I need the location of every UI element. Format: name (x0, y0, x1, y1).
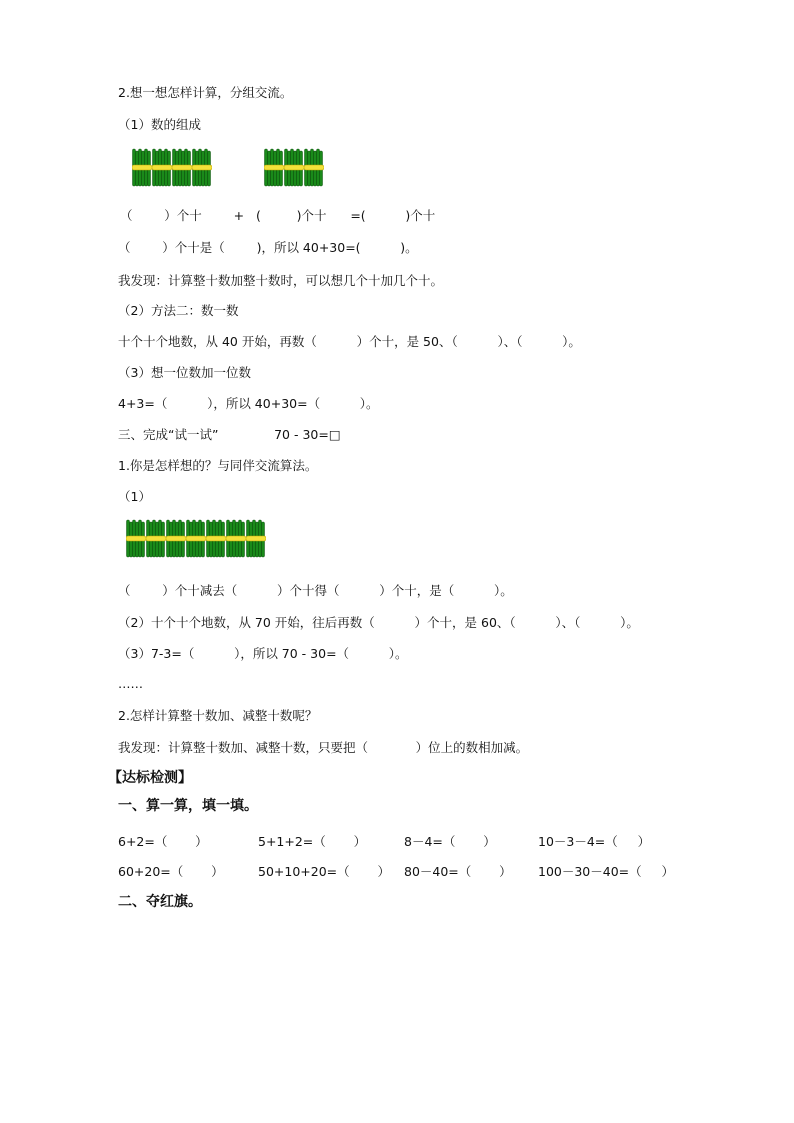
line-subtract-single: （3）7-3=（ ），所以 70 - 30=（ ）。 (118, 646, 408, 661)
exercise-5: 60+20=（ ） (118, 864, 224, 879)
line-q2-how: 2.怎样计算整十数加、减整十数呢？ (118, 708, 318, 723)
line-count-by-ten: 十个十个地数，从 40 开始，再数（ ）个十，是 50、（ ）、（ ）。 (118, 334, 581, 349)
stick-bundle-icon (146, 519, 166, 559)
line-ellipsis: …… (118, 676, 143, 691)
bundle-group-1 (132, 148, 212, 188)
line-method-3: （3）想一位数加一位数 (118, 365, 251, 380)
bundle-group-3 (126, 519, 266, 559)
stick-bundle-icon (226, 519, 246, 559)
stick-bundle-icon (172, 148, 192, 188)
stick-bundle-icon (284, 148, 304, 188)
stick-bundle-icon (246, 519, 266, 559)
line-discovery-1: 我发现：计算整十数加整十数时，可以想几个十加几个十。 (118, 273, 444, 288)
line-discuss: 1.你是怎样想的？与同伴交流算法。 (118, 458, 318, 473)
stick-bundle-icon (192, 148, 212, 188)
line-single-digit: 4+3=（ ），所以 40+30=（ ）。 (118, 396, 379, 411)
line-q2-title: 2.想一想怎样计算，分组交流。 (118, 85, 293, 100)
line-composition: （1）数的组成 (118, 117, 201, 132)
section-part1-title: 一、算一算，填一填。 (118, 798, 258, 814)
stick-bundle-icon (152, 148, 172, 188)
exercise-4: 10－3－4=（ ） (538, 834, 651, 849)
exercise-2: 5+1+2=（ ） (258, 834, 367, 849)
exercise-1: 6+2=（ ） (118, 834, 208, 849)
line-subtract-tens: （ ）个十减去（ ）个十得（ ）个十，是（ ）。 (118, 583, 513, 598)
section-part2-title: 二、夺红旗。 (118, 894, 202, 910)
line-tens-is: （ ）个十是（ )，所以 40+30=( )。 (118, 240, 418, 255)
exercise-8: 100－30－40=（ ） (538, 864, 675, 879)
stick-bundle-icon (186, 519, 206, 559)
exercise-6: 50+10+20=（ ） (258, 864, 390, 879)
stick-bundle-icon (304, 148, 324, 188)
stick-bundle-icon (264, 148, 284, 188)
line-tens-sum: （ ）个十 + ( )个十 =( )个十 (120, 208, 436, 223)
line-part-1: （1） (118, 489, 151, 504)
bundle-group-2 (264, 148, 324, 188)
line-count-back: （2）十个十个地数，从 70 开始，往后再数（ ）个十，是 60、（ ）、（ ）。 (118, 615, 639, 630)
line-try-it: 三、完成“试一试” 70 - 30=□ (118, 427, 341, 442)
stick-bundle-icon (206, 519, 226, 559)
stick-bundle-icon (132, 148, 152, 188)
line-method-2: （2）方法二：数一数 (118, 303, 239, 318)
exercise-3: 8－4=（ ） (404, 834, 496, 849)
line-discovery-2: 我发现：计算整十数加、减整十数，只要把（ ）位上的数相加减。 (118, 740, 529, 755)
stick-bundle-icon (126, 519, 146, 559)
section-check-title: 【达标检测】 (108, 770, 192, 786)
stick-bundle-icon (166, 519, 186, 559)
exercise-7: 80－40=（ ） (404, 864, 512, 879)
